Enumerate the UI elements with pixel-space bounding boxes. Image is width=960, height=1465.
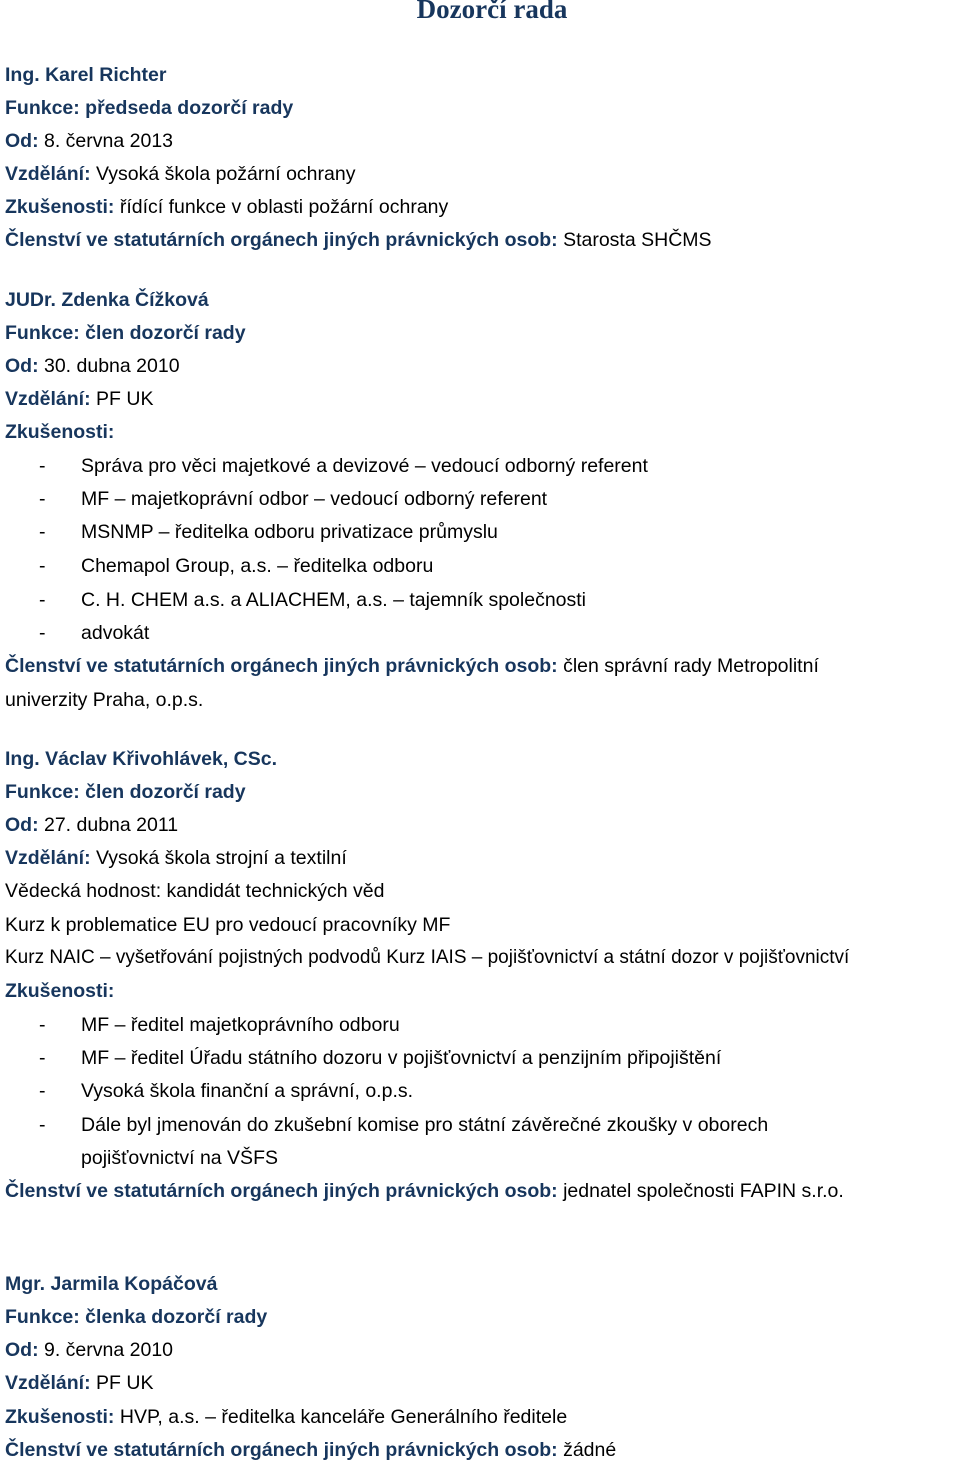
since-label: Od: xyxy=(5,1339,39,1361)
since-value: 9. června 2010 xyxy=(38,1339,174,1361)
membership-label: Členství ve statutárních orgánech jiných právnických osob: xyxy=(5,655,558,677)
since-value: 27. dubna 2011 xyxy=(38,814,179,836)
function-label: Funkce: xyxy=(5,97,80,119)
list-bullet: - xyxy=(39,1014,46,1036)
membership-value: jednatel společnosti FAPIN s.r.o. xyxy=(557,1180,844,1202)
member-name: Ing. Václav Křivohlávek, CSc. xyxy=(5,748,278,770)
membership-label: Členství ve statutárních orgánech jiných právnických osob: xyxy=(5,229,558,251)
education-row xyxy=(5,160,355,188)
membership-value: Starosta SHČMS xyxy=(557,229,712,251)
list-item: Správa pro věci majetkové a devizové – vedoucí odborný referent xyxy=(81,455,648,477)
education-value: Vysoká škola strojní a textilní xyxy=(90,847,347,869)
since-row xyxy=(5,127,173,155)
list-item: MF – ředitel majetkoprávního odboru xyxy=(81,1014,400,1036)
experience-label: Zkušenosti: xyxy=(5,421,115,443)
function-value: předseda dozorčí rady xyxy=(79,97,294,119)
function-label: Funkce: člen dozorčí rady xyxy=(5,781,246,803)
list-item: Vysoká škola finanční a správní, o.p.s. xyxy=(81,1080,414,1102)
experience-value: HVP, a.s. – ředitelka kanceláře Generálního ředitele xyxy=(114,1406,568,1428)
education-row xyxy=(5,1369,153,1397)
text-line: Vědecká hodnost: kandidát technických věd xyxy=(5,880,385,902)
list-item-cont: pojišťovnictví na VŠFS xyxy=(81,1147,278,1169)
membership-value-cont: univerzity Praha, o.p.s. xyxy=(5,689,204,711)
education-row xyxy=(5,844,347,872)
experience-label: Zkušenosti: xyxy=(5,1406,115,1428)
since-label: Od: xyxy=(5,814,39,836)
text-line: Kurz NAIC – vyšetřování pojistných podvodů Kurz IAIS – pojišťovnictví a státní dozor v pojišťovnictví xyxy=(5,947,850,968)
member-name: Mgr. Jarmila Kopáčová xyxy=(5,1273,218,1295)
experience-row xyxy=(5,1403,567,1431)
since-value: 8. června 2013 xyxy=(38,130,174,152)
list-item: MSNMP – ředitelka odboru privatizace průmyslu xyxy=(81,521,498,543)
since-label: Od: xyxy=(5,355,39,377)
membership-row xyxy=(5,1436,616,1464)
education-value: PF UK xyxy=(90,388,154,410)
experience-row xyxy=(5,193,448,221)
list-item: Dále byl jmenován do zkušební komise pro státní závěrečné zkoušky v oborech xyxy=(81,1114,769,1136)
membership-value: člen správní rady Metropolitní xyxy=(557,655,819,677)
membership-row xyxy=(5,652,819,680)
member-name: Ing. Karel Richter xyxy=(5,64,167,86)
education-row xyxy=(5,385,153,413)
text-line: Kurz k problematice EU pro vedoucí pracovníky MF xyxy=(5,914,451,936)
function-row xyxy=(5,94,293,122)
education-value: Vysoká škola požární ochrany xyxy=(90,163,356,185)
list-item: Chemapol Group, a.s. – ředitelka odboru xyxy=(81,555,434,577)
since-row xyxy=(5,811,178,839)
since-value: 30. dubna 2010 xyxy=(38,355,180,377)
membership-row xyxy=(5,226,712,254)
membership-label: Členství ve statutárních orgánech jiných právnických osob: xyxy=(5,1439,558,1461)
member-name: JUDr. Zdenka Čížková xyxy=(5,289,209,311)
list-item: MF – majetkoprávní odbor – vedoucí odborný referent xyxy=(81,488,548,510)
education-value: PF UK xyxy=(90,1372,154,1394)
page-title: Dozorčí rada xyxy=(416,0,568,24)
since-row xyxy=(5,1336,173,1364)
experience-value: řídící funkce v oblasti požární ochrany xyxy=(114,196,449,218)
since-label: Od: xyxy=(5,130,39,152)
list-bullet: - xyxy=(39,1080,46,1102)
list-bullet: - xyxy=(39,488,46,510)
membership-label: Členství ve statutárních orgánech jiných právnických osob: xyxy=(5,1180,558,1202)
education-label: Vzdělání: xyxy=(5,388,91,410)
list-bullet: - xyxy=(39,1114,46,1136)
list-item: C. H. CHEM a.s. a ALIACHEM, a.s. – tajemník společnosti xyxy=(81,589,587,611)
list-bullet: - xyxy=(39,555,46,577)
function-label: Funkce: člen dozorčí rady xyxy=(5,322,246,344)
membership-row xyxy=(5,1177,844,1205)
list-item: advokát xyxy=(81,622,150,644)
list-bullet: - xyxy=(39,1047,46,1069)
education-label: Vzdělání: xyxy=(5,163,91,185)
list-item: MF – ředitel Úřadu státního dozoru v pojišťovnictví a penzijním připojištění xyxy=(81,1047,722,1069)
since-row xyxy=(5,352,180,380)
list-bullet: - xyxy=(39,521,46,543)
list-bullet: - xyxy=(39,622,46,644)
education-label: Vzdělání: xyxy=(5,847,91,869)
list-bullet: - xyxy=(39,455,46,477)
list-bullet: - xyxy=(39,589,46,611)
experience-label: Zkušenosti: xyxy=(5,980,115,1002)
education-label: Vzdělání: xyxy=(5,1372,91,1394)
function-label: Funkce: členka dozorčí rady xyxy=(5,1306,268,1328)
membership-value: žádné xyxy=(557,1439,617,1461)
experience-label: Zkušenosti: xyxy=(5,196,115,218)
